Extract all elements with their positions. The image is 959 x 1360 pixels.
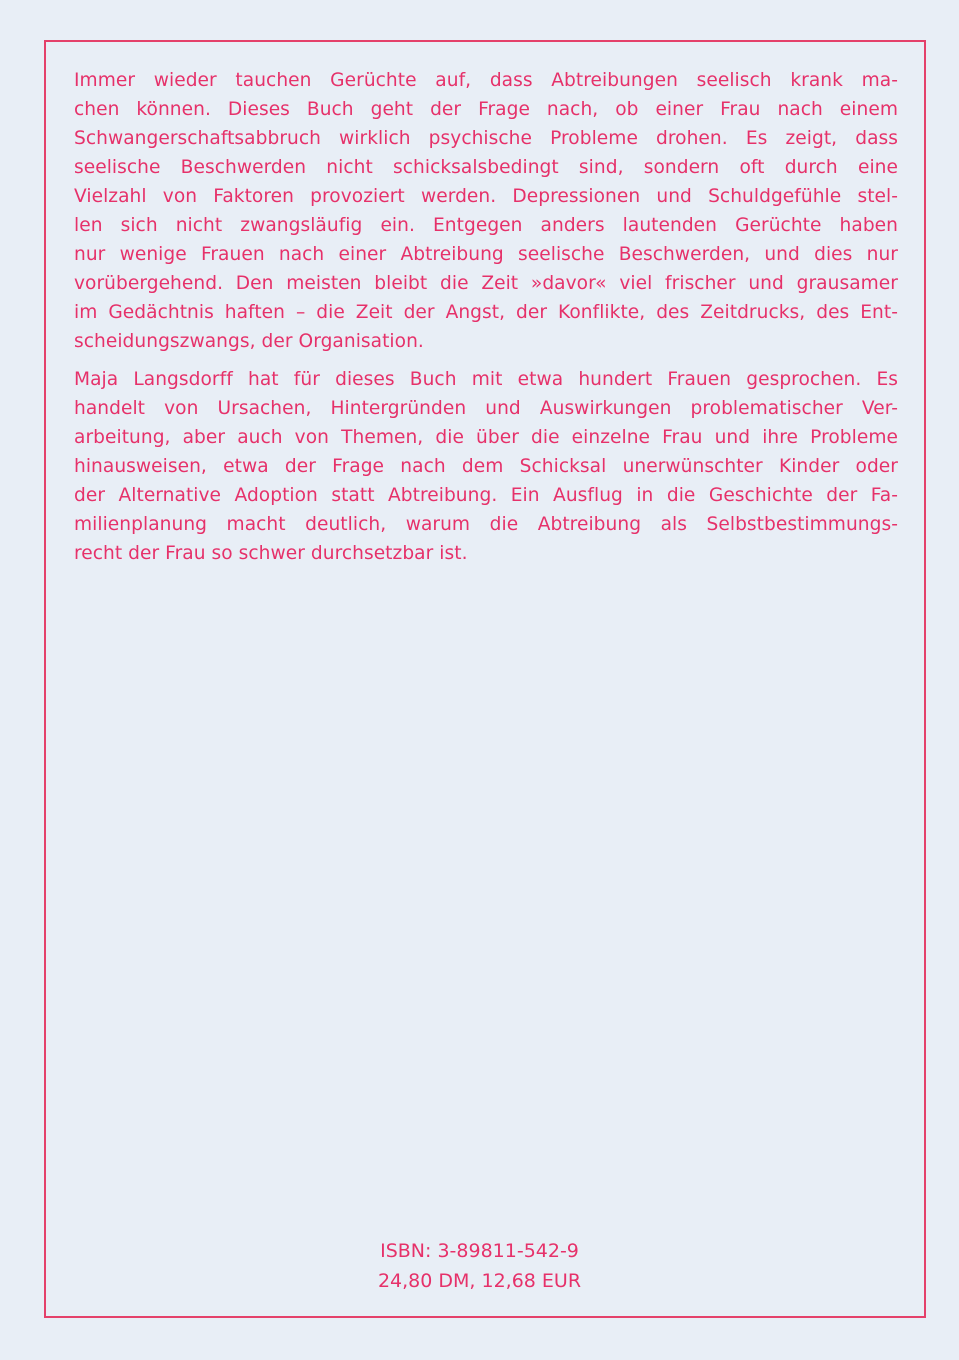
text-line: vorübergehend. Den meisten bleibt die Zeit »davor« viel frischer und grausamer: [74, 273, 898, 294]
blurb-paragraph-2: [74, 365, 898, 568]
text-line: Schwangerschaftsabbruch wirklich psychische Probleme drohen. Es zeigt, dass: [74, 128, 898, 149]
text-line: Vielzahl von Faktoren provoziert werden. Depressionen und Schuldgefühle stel-: [74, 186, 898, 207]
text-line: handelt von Ursachen, Hintergründen und Auswirkungen problematischer Ver-: [74, 398, 898, 419]
text-line: Maja Langsdorff hat für dieses Buch mit etwa hundert Frauen gesprochen. Es: [74, 369, 898, 390]
text-line: der Alternative Adoption statt Abtreibung. Ein Ausflug in die Geschichte der Fa-: [74, 485, 898, 506]
text-line: hinausweisen, etwa der Frage nach dem Schicksal unerwünschter Kinder oder: [74, 456, 898, 477]
text-line: Immer wieder tauchen Gerüchte auf, dass Abtreibungen seelisch krank ma-: [74, 70, 898, 91]
blurb-text: [74, 66, 898, 568]
isbn-number: ISBN: 3-89811-542-9: [380, 1240, 579, 1262]
isbn-price-block: [0, 1236, 959, 1296]
text-line: recht der Frau so schwer durchsetzbar ist.: [74, 543, 468, 564]
text-line: im Gedächtnis haften – die Zeit der Angst, der Konflikte, des Zeitdrucks, des Ent-: [74, 302, 898, 323]
text-line: milienplanung macht deutlich, warum die Abtreibung als Selbstbestimmungs-: [74, 514, 898, 535]
text-line: nur wenige Frauen nach einer Abtreibung seelische Beschwerden, und dies nur: [74, 244, 898, 265]
text-line: len sich nicht zwangsläufig ein. Entgegen anders lautenden Gerüchte haben: [74, 215, 898, 236]
text-line: scheidungszwangs, der Organisation.: [74, 331, 424, 352]
text-line: chen können. Dieses Buch geht der Frage nach, ob einer Frau nach einem: [74, 99, 898, 120]
price-label: 24,80 DM, 12,68 EUR: [377, 1270, 582, 1292]
text-line: arbeitung, aber auch von Themen, die über die einzelne Frau und ihre Probleme: [74, 427, 898, 448]
blurb-paragraph-1: [74, 66, 898, 356]
text-line: seelische Beschwerden nicht schicksalsbedingt sind, sondern oft durch eine: [74, 157, 898, 178]
